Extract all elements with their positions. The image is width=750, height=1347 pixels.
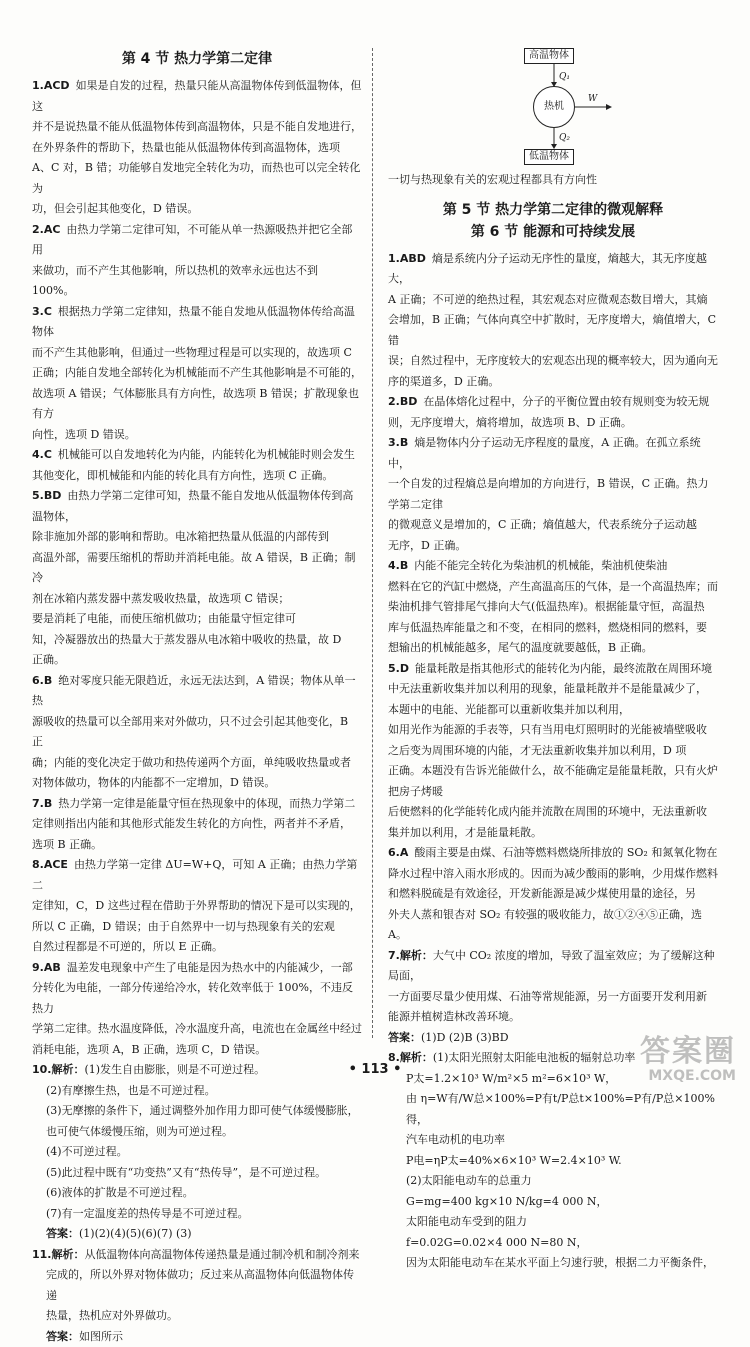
- item-line: 热量，热机应对外界做功。: [32, 1306, 362, 1327]
- item-line: 高温外部，需要压缩机的帮助并消耗电能。故 A 错误，B 正确；制冷: [32, 548, 362, 589]
- item-line: 本题中的电能、光能都可以重新收集并加以利用，: [388, 700, 718, 721]
- item-line: 内能不能完全转化为柴油机的机械能，柴油机使柴油: [414, 559, 667, 572]
- answer-item: [388, 556, 718, 659]
- item-first-line: [32, 76, 362, 117]
- item-line: 中无法重新收集并加以利用的现象，能量耗散并不是能量减少了，: [388, 679, 718, 700]
- item-line: 其他变化，即机械能和内能的转化具有方向性，选项 C 正确。: [32, 466, 362, 487]
- item-line: 一方面要尽量少使用煤、石油等常规能源，另一方面要开发利用新: [388, 987, 718, 1008]
- item-first-line: [388, 249, 718, 290]
- item-line: 后使燃料的化学能转化成内能并流散在周围的环境中，无法重新收: [388, 802, 718, 823]
- answer-label: 答案：: [46, 1227, 79, 1240]
- formula-line: G=mg=400 kg×10 N/kg=4 000 N，: [388, 1192, 718, 1213]
- item-number: 1.ACD: [32, 79, 70, 92]
- item-line: (4)不可逆过程。: [32, 1142, 362, 1163]
- page-number: • 113 •: [0, 1062, 750, 1077]
- item-line: 知，冷凝器放出的热量大于蒸发器从电冰箱中吸收的热量，故 D: [32, 630, 362, 651]
- answer-item: [32, 958, 362, 1061]
- item-line: 向性，选项 D 错误。: [32, 425, 362, 446]
- analysis-label: 解析：: [400, 1051, 433, 1064]
- work-label: W: [588, 94, 597, 104]
- item-line: 自然过程都是不可逆的，所以 E 正确。: [32, 937, 362, 958]
- item-line: 剂在冰箱内蒸发器中蒸发吸收热量，故选项 C 错误；: [32, 589, 362, 610]
- answer-item: [32, 220, 362, 302]
- answer-item: [32, 445, 362, 486]
- item-number: 3.B: [388, 436, 408, 449]
- item-number: 7.: [388, 949, 400, 962]
- item-line: 外夫人蒸和银杏对 SO₂ 有较强的吸收能力，故①②④⑤正确，选: [388, 905, 718, 926]
- item-line: 故选项 A 错误；气体膨胀具有方向性，故选项 B 错误；扩散现象也有方: [32, 384, 362, 425]
- item-first-line: [388, 556, 718, 577]
- item-line: 如果是自发的过程，热量只能从高温物体传到低温物体，但这: [32, 79, 362, 113]
- item-number: 10.: [32, 1063, 52, 1076]
- left-items: [32, 76, 362, 1060]
- item-line: 一个自发的过程熵总是向增加的方向进行，B 错误，C 正确。热力学第二定律: [388, 474, 718, 515]
- item-number: 2.BD: [388, 395, 417, 408]
- item-line: 根据热力学第二定律知，热量不能自发地从低温物体传给高温物体: [32, 305, 355, 339]
- item-7: [388, 946, 718, 1049]
- item-line: 会增加，B 正确；气体向真空中扩散时，无序度增大，熵值增大，C 错: [388, 310, 718, 351]
- item-line: 汽车电动机的电功率: [388, 1130, 718, 1151]
- item-line: (6)液体的扩散是不可逆过程。: [32, 1183, 362, 1204]
- item-line: 酸雨主要是由煤、石油等燃料燃烧所排放的 SO₂ 和氮氧化物在: [414, 846, 717, 859]
- section-title-5: 第 5 节 热力学第二定律的微观解释: [388, 199, 718, 221]
- item-line: 正确。: [32, 650, 362, 671]
- answer-item: [32, 302, 362, 446]
- item-number: 6.B: [32, 674, 52, 687]
- item-line: 要是消耗了电能，而使压缩机做功；由能量守恒定律可: [32, 609, 362, 630]
- item-line: 由热力学第一定律 ΔU=W+Q，可知 A 正确；由热力学第二: [32, 858, 357, 892]
- item-line: (2)太阳能电动车的总重力: [388, 1171, 718, 1192]
- answer-text: (1)(2)(4)(5)(6)(7) (3): [79, 1227, 192, 1240]
- item-line: 的微观意义是增加的，C 正确；熵值越大，代表系统分子运动越: [388, 515, 718, 536]
- item-line: 熵是系统内分子运动无序性的量度，熵越大，其无序度越大，: [388, 252, 707, 286]
- item-line: 正确。本题没有告诉光能做什么，故不能确定是能量耗散，只有火炉把房子烤暖: [388, 761, 718, 802]
- item-11: [32, 1245, 362, 1347]
- item-number: 4.B: [388, 559, 408, 572]
- item-number: 8.ACE: [32, 858, 68, 871]
- answer-item: [388, 392, 718, 433]
- item-line: 也可使气体缓慢压缩，则为可逆过程。: [32, 1122, 362, 1143]
- item-line: 绝对零度只能无限趋近，永远无法达到，A 错误；物体从单一热: [32, 674, 356, 708]
- formula-line: P电=ηP太=40%×6×10³ W=2.4×10³ W.: [388, 1151, 718, 1172]
- item-number: 8.: [388, 1051, 400, 1064]
- item-number: 5.D: [388, 662, 409, 675]
- item-first-line: [32, 671, 362, 712]
- item-line: 能源并植树造林改善环境。: [388, 1007, 718, 1028]
- item-first-line: [32, 302, 362, 343]
- item-first-line: [32, 794, 362, 815]
- item-first-line: [388, 392, 718, 413]
- item-line: 和燃料脱硫是有效途径，开发新能源是减少煤使用量的途径，另: [388, 884, 718, 905]
- item-number: 1.ABD: [388, 252, 426, 265]
- item-line: 而不产生其他影响，但通过一些物理过程是可以实现的，故选项 C: [32, 343, 362, 364]
- watermark-text: 答案圈: [640, 1036, 736, 1068]
- item-line: 在外界条件的帮助下，热量也能从低温物体传到高温物体，选项: [32, 138, 362, 159]
- column-divider: [372, 48, 373, 1038]
- item-line: (1)发生自由膨胀，则是不可逆过程。: [85, 1063, 266, 1076]
- hot-reservoir-box: 高温物体: [524, 48, 574, 64]
- answer-label: 答案：: [46, 1330, 79, 1343]
- item-line: 学第二定律。热水温度降低，冷水温度升高，电流也在金属丝中经过: [32, 1019, 362, 1040]
- watermark-url: MXQE.COM: [640, 1068, 736, 1084]
- item-line: 从低温物体向高温物体传递热量是通过制冷机和制冷剂来: [85, 1248, 360, 1261]
- item-line: 来做功，而不产生其他影响，所以热机的效率永远也达不到 100%。: [32, 261, 362, 302]
- item-line: 完成的，所以外界对物体做功；反过来从高温物体向低温物体传递: [32, 1265, 362, 1306]
- item-first-line: [388, 659, 718, 680]
- item-number: 11.: [32, 1248, 52, 1261]
- item-line: 在晶体熔化过程中，分子的平衡位置由较有规则变为较无规: [423, 395, 709, 408]
- item-line: 如用光作为能源的手表等，只有当用电灯照明时的光能被墙壁吸收: [388, 720, 718, 741]
- right-column: [388, 44, 718, 1274]
- item-line: A、C 对，B 错；功能够自发地完全转化为功，而热也可以完全转化为: [32, 158, 362, 199]
- item-line: 由热力学第二定律可知，热量不能自发地从低温物体传到高温物体，: [32, 489, 353, 523]
- item-line: 序的渠道多，D 正确。: [388, 372, 718, 393]
- item-line: (5)此过程中既有“功变热”又有“热传导”，是不可逆过程。: [32, 1163, 362, 1184]
- answer-item: [388, 433, 718, 556]
- analysis-label: 解析：: [52, 1063, 85, 1076]
- item-first-line: [32, 220, 362, 261]
- item-line: A。: [388, 925, 718, 946]
- item-number: 7.B: [32, 797, 52, 810]
- item-line: (3)无摩擦的条件下，通过调整外加作用力即可使气体缓慢膨胀，: [32, 1101, 362, 1122]
- answer-item: [32, 486, 362, 671]
- item-line: 定律知，C，D 这些过程在借助于外界帮助的情况下是可以实现的，: [32, 896, 362, 917]
- answer-label: 答案：: [388, 1031, 421, 1044]
- item-number: 5.BD: [32, 489, 61, 502]
- item-first-line: [32, 445, 362, 466]
- item-line: 所以 C 正确，D 错误；由于自然界中一切与热现象有关的宏观: [32, 917, 362, 938]
- item-line: A 正确；不可逆的绝热过程，其宏观态对应微观态数目增大，其熵: [388, 290, 718, 311]
- item-line: 热力学第一定律是能量守恒在热现象中的体现，而热力学第二: [58, 797, 355, 810]
- answer-item: [388, 659, 718, 844]
- item-line: 源吸收的热量可以全部用来对外做功，只不过会引起其他变化，B 正: [32, 712, 362, 753]
- item-number: 2.AC: [32, 223, 60, 236]
- item-line: 无序，D 正确。: [388, 536, 718, 557]
- item-line: (1)太阳光照射太阳能电池板的辐射总功率: [433, 1051, 636, 1064]
- item-first-line: [32, 855, 362, 896]
- q1-label: Q₁: [559, 72, 570, 82]
- item-line: 除非施加外部的影响和帮助。电冰箱把热量从低温的内部传到: [32, 527, 362, 548]
- item-line: 温差发电现象中产生了电能是因为热水中的内能减少，一部: [67, 961, 353, 974]
- diagram-caption: 一切与热现象有关的宏观过程都具有方向性: [388, 170, 718, 191]
- heat-engine-circle: 热机: [533, 86, 575, 128]
- answer-item: [388, 249, 718, 393]
- item-line: (2)有摩擦生热，也是不可逆过程。: [32, 1081, 362, 1102]
- item-line: 则，无序度增大，熵将增加，故选项 B、D 正确。: [388, 413, 718, 434]
- left-column: [32, 44, 362, 1347]
- item-line: 确；内能的变化决定于做功和热传递两个方面，单纯吸收热量或者: [32, 753, 362, 774]
- item-number: 3.C: [32, 305, 52, 318]
- item-line: 选项 B 正确。: [32, 835, 362, 856]
- item-line: 能量耗散是指其他形式的能转化为内能，最终流散在周围环境: [415, 662, 712, 675]
- item-first-line: [32, 486, 362, 527]
- analysis-label: 解析：: [400, 949, 433, 962]
- item-line: 之后变为周围环境的内能，才无法重新收集并加以利用，D 项: [388, 741, 718, 762]
- item-line: 大气中 CO₂ 浓度的增加，导致了温室效应；为了缓解这种局面，: [388, 949, 715, 983]
- item-line: (7)有一定温度差的热传导是不可逆过程。: [32, 1204, 362, 1225]
- section-title-6: 第 6 节 能源和可持续发展: [388, 221, 718, 243]
- item-line: 并不是说热量不能从低温物体传到高温物体，只是不能自发地进行，: [32, 117, 362, 138]
- answer-text: (1)D (2)B (3)BD: [421, 1031, 509, 1044]
- answer-item: [32, 671, 362, 794]
- item-number: 4.C: [32, 448, 52, 461]
- item-line: 定律则指出内能和其他形式能发生转化的方向性，两者并不矛盾，: [32, 814, 362, 835]
- item-10: [32, 1060, 362, 1245]
- item-first-line: [388, 433, 718, 474]
- q2-label: Q₂: [559, 133, 570, 143]
- item-line: 柴油机排气管排尾气排向大气(低温热库)。根据能量守恒，高温热: [388, 597, 718, 618]
- item-line: 正确；内能自发地全部转化为机械能而不产生其他影响是不可能的，: [32, 363, 362, 384]
- cold-reservoir-box: 低温物体: [524, 149, 574, 165]
- item-line: 机械能可以自发地转化为内能，内能转化为机械能时则会发生: [58, 448, 355, 461]
- item-line: 对物体做功，物体的内能都不一定增加，D 错误。: [32, 773, 362, 794]
- answer-item: [32, 794, 362, 856]
- item-number: 6.A: [388, 846, 408, 859]
- item-line: 功，但会引起其他变化，D 错误。: [32, 199, 362, 220]
- formula-line: 由 η=W有/W总×100%=P有t/P总t×100%=P有/P总×100%得，: [388, 1089, 718, 1130]
- item-line: 燃料在它的汽缸中燃烧，产生高温高压的气体，是一个高温热库；而: [388, 577, 718, 598]
- formula-line: P太=1.2×10³ W/m²×5 m²=6×10³ W，: [388, 1069, 718, 1090]
- item-line: 集并加以利用，才是能量耗散。: [388, 823, 718, 844]
- answer-item: [32, 855, 362, 958]
- item-first-line: [388, 843, 718, 864]
- heat-engine-diagram: [388, 44, 718, 168]
- item-line: 降水过程中溶入雨水形成的。因而为减少酸雨的影响，少用煤作燃料: [388, 864, 718, 885]
- answer-text: 如图所示: [79, 1330, 123, 1343]
- item-first-line: [32, 958, 362, 979]
- item-line: 熵是物体内分子运动无序程度的量度，A 正确。在孤立系统中，: [388, 436, 701, 470]
- item-number: 9.AB: [32, 961, 61, 974]
- analysis-label: 解析：: [52, 1248, 85, 1261]
- answer-item: [388, 843, 718, 946]
- item-line: 由热力学第二定律可知，不可能从单一热源吸热并把它全部用: [32, 223, 352, 257]
- item-line: 因为太阳能电动车在某水平面上匀速行驶，根据二力平衡条件，: [388, 1253, 718, 1274]
- item-line: 分转化为电能，一部分传递给冷水，转化效率低于 100%，不违反热力: [32, 978, 362, 1019]
- formula-line: f=0.02G=0.02×4 000 N=80 N，: [388, 1233, 718, 1254]
- item-line: 库与低温热库能量之和不变，在相同的燃料，燃烧相同的燃料，要: [388, 618, 718, 639]
- item-line: 想输出的机械能越多，尾气的温度就要越低，B 正确。: [388, 638, 718, 659]
- item-line: 误；自然过程中，无序度较大的宏观态出现的概率较大，因为通向无: [388, 351, 718, 372]
- item-line: 消耗电能，选项 A，B 正确，选项 C，D 错误。: [32, 1040, 362, 1061]
- right-items: [388, 249, 718, 946]
- answer-item: [32, 76, 362, 220]
- section-title-4: 第 4 节 热力学第二定律: [32, 48, 362, 70]
- watermark-logo: [640, 1036, 736, 1084]
- item-line: 太阳能电动车受到的阻力: [388, 1212, 718, 1233]
